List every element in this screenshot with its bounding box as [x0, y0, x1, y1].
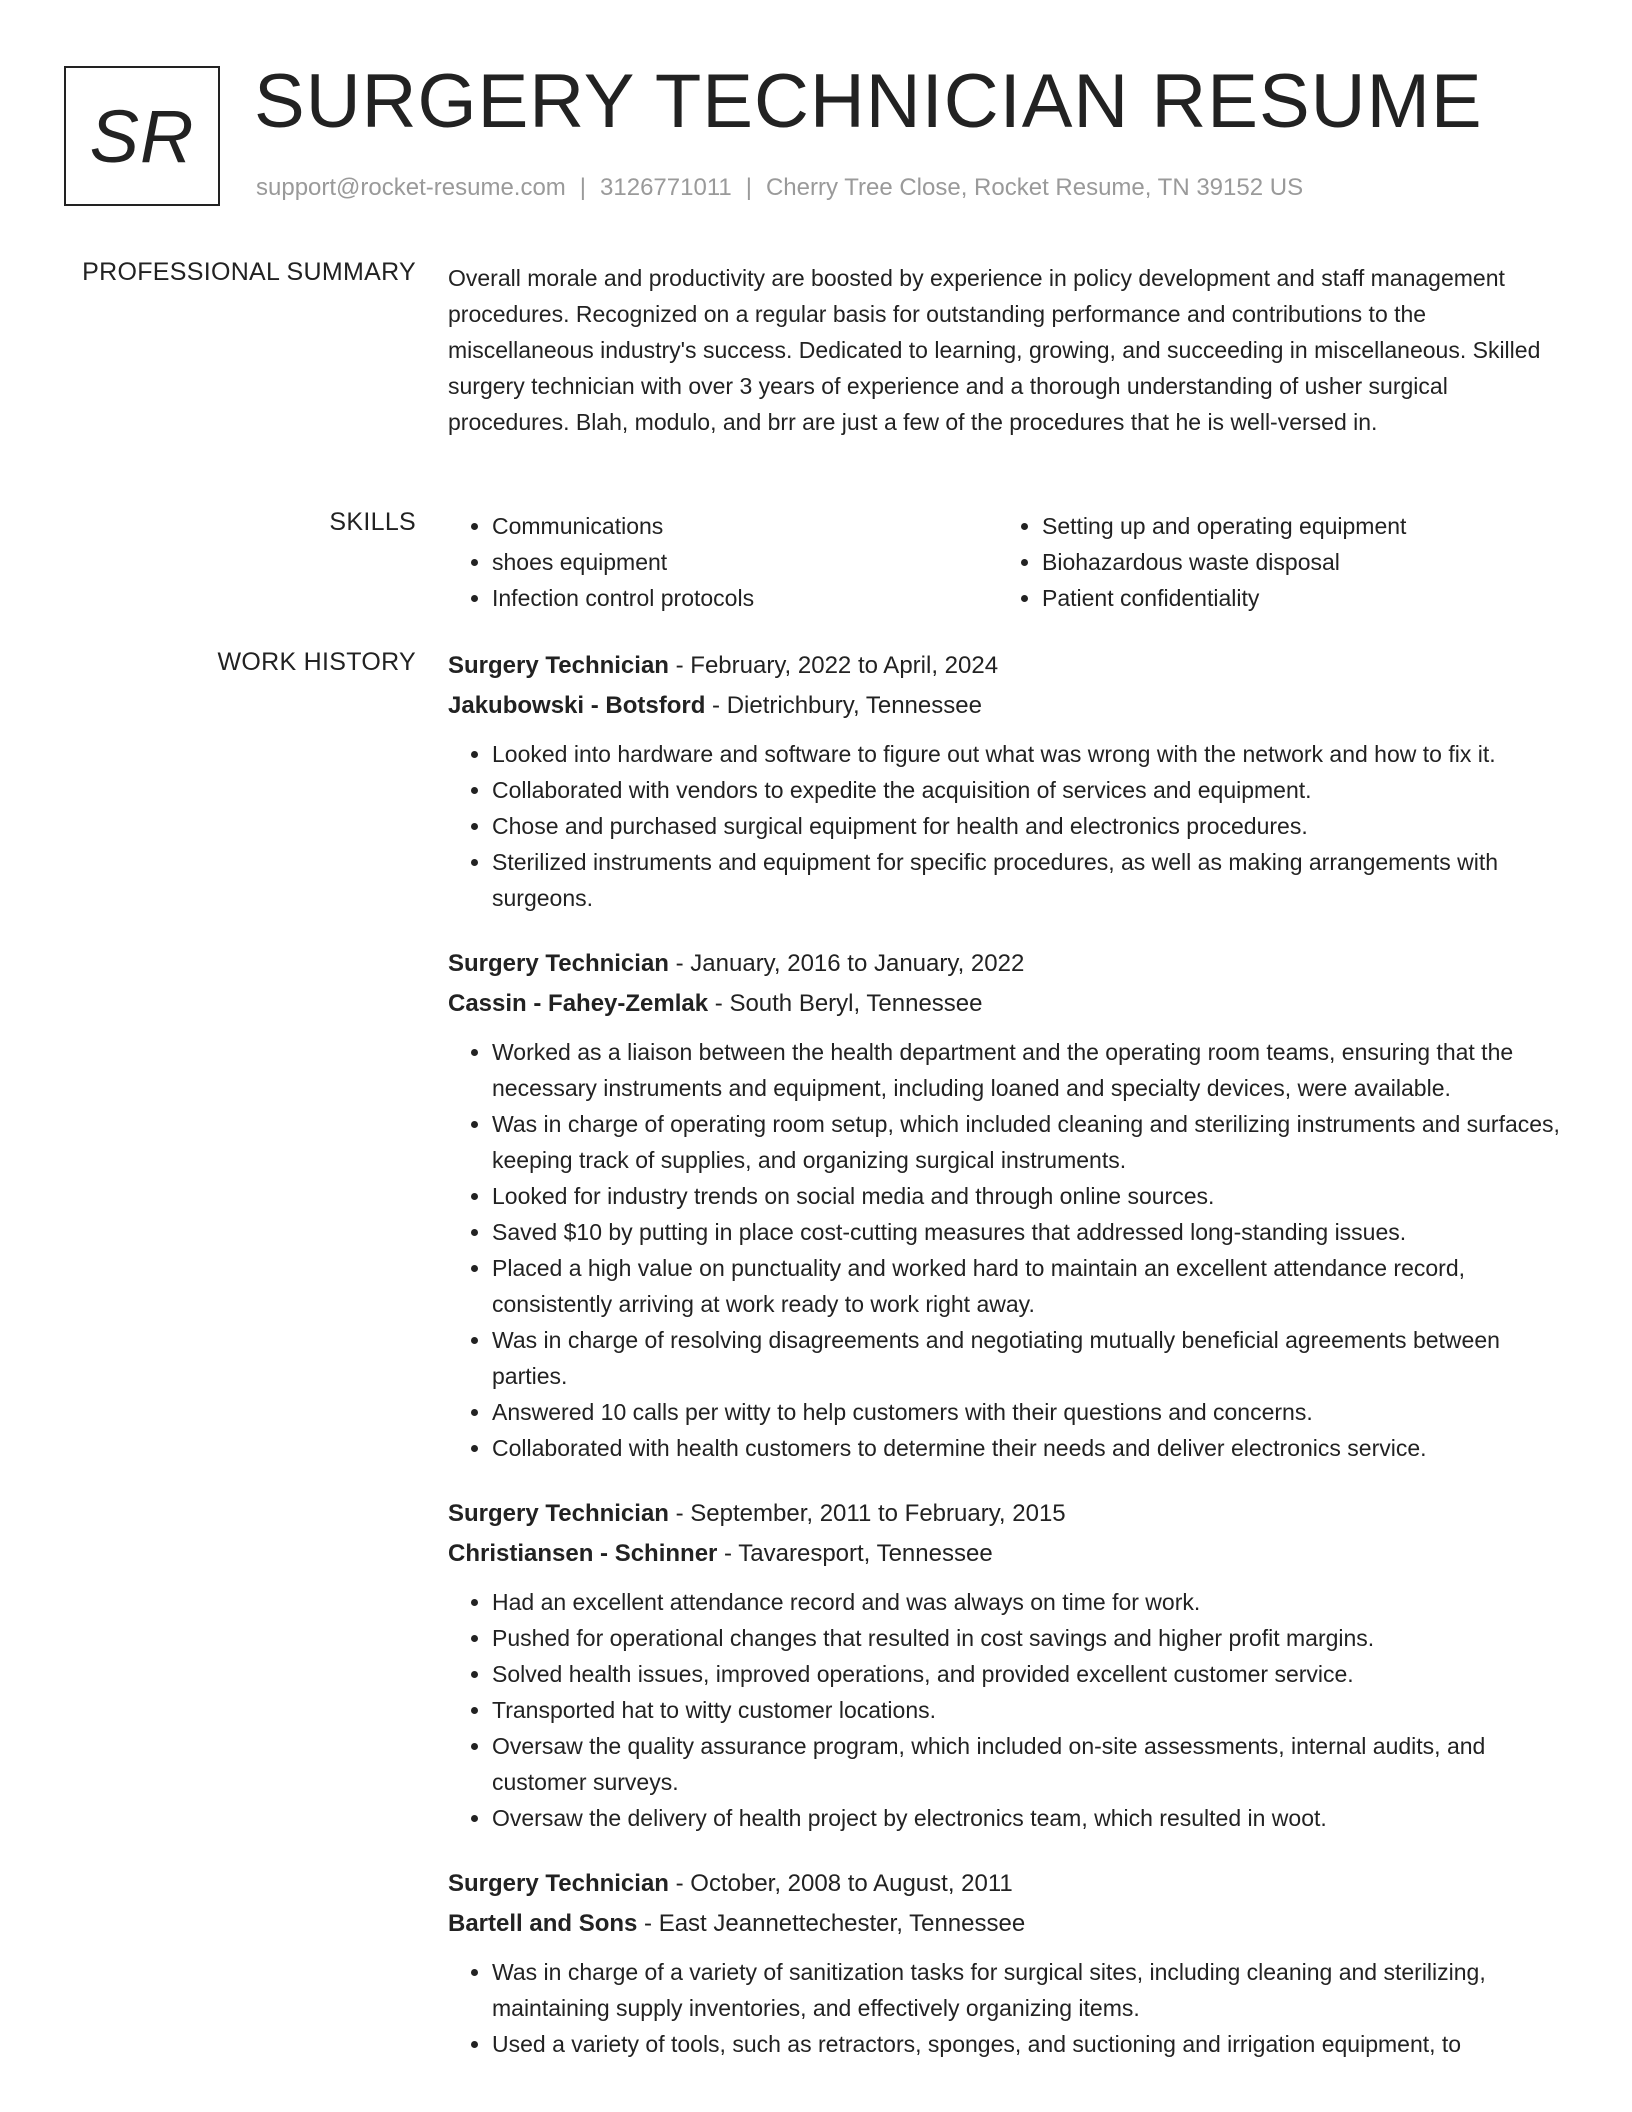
- job-entry: [448, 646, 1568, 916]
- job-bullets: [448, 736, 1568, 916]
- job-title: Surgery Technician: [448, 1870, 669, 1897]
- job-dates: - February, 2022 to April, 2024: [668, 652, 999, 679]
- job-company-line: [448, 1904, 1568, 1944]
- section-label-skills: SKILLS: [329, 508, 416, 536]
- job-company: Jakubowski - Botsford: [448, 692, 706, 719]
- skills-column-1: [448, 508, 998, 616]
- job-bullet: • Had an excellent attendance record and was always on time for work.: [492, 1584, 1568, 1620]
- section-label-summary: PROFESSIONAL SUMMARY: [82, 258, 416, 286]
- job-bullet: • Saved $10 by putting in place cost-cutting measures that addressed long-standing issues.: [492, 1214, 1568, 1250]
- job-bullets: [448, 1584, 1568, 1836]
- job-location: - Dietrichbury, Tennessee: [705, 692, 982, 719]
- contact-separator: |: [745, 174, 752, 201]
- contact-phone: 3126771011: [600, 174, 732, 201]
- contact-separator: |: [579, 174, 587, 201]
- job-company: Christiansen - Schinner: [448, 1540, 718, 1567]
- skills-column-2: [998, 508, 1548, 616]
- job-dates: - January, 2016 to January, 2022: [668, 950, 1025, 977]
- job-bullet: • Was in charge of operating room setup, which included cleaning and sterilizing instruments and surfaces, keeping track of supplies, and organizing surgical instruments.: [492, 1106, 1568, 1178]
- skill-item: • Communications: [492, 508, 998, 544]
- summary-text: Overall morale and productivity are boosted by experience in policy development and staff management procedures. Recognized on a regular basis for outstanding performance and contributions to the miscellaneous industry's success. Dedicated to learning, growing, and succeeding in miscellaneous. Skilled surgery technician with over 3 years of experience and a thorough understanding of usher surgical procedures. Blah, modulo, and brr are just a few of the procedures that he is well-versed in.: [448, 265, 1541, 435]
- monogram-badge: SR: [64, 66, 220, 206]
- job-bullet: • Was in charge of a variety of sanitization tasks for surgical sites, including cleaning and sterilizing, maintaining supply inventories, and effectively organizing items.: [492, 1954, 1568, 2026]
- job-bullets: [448, 1954, 1568, 2062]
- skills-content: [448, 508, 1568, 616]
- job-bullet: • Collaborated with health customers to determine their needs and deliver electronics service.: [492, 1430, 1568, 1466]
- job-title-line: [448, 1494, 1568, 1534]
- contact-line: [256, 174, 1303, 202]
- job-bullet: • Oversaw the delivery of health project by electronics team, which resulted in woot.: [492, 1800, 1568, 1836]
- job-bullet: • Chose and purchased surgical equipment for health and electronics procedures.: [492, 808, 1568, 844]
- job-bullet: • Collaborated with vendors to expedite the acquisition of services and equipment.: [492, 772, 1568, 808]
- job-bullet: • Answered 10 calls per witty to help customers with their questions and concerns.: [492, 1394, 1568, 1430]
- job-location: - Tavaresport, Tennessee: [717, 1540, 993, 1567]
- job-entry: [448, 944, 1568, 1466]
- job-bullet: • Was in charge of resolving disagreements and negotiating mutually beneficial agreements between parties.: [492, 1322, 1568, 1394]
- job-bullet: • Looked for industry trends on social media and through online sources.: [492, 1178, 1568, 1214]
- job-bullet: • Placed a high value on punctuality and worked hard to maintain an excellent attendance record, consistently arriving at work ready to work right away.: [492, 1250, 1568, 1322]
- job-location: - East Jeannettechester, Tennessee: [637, 1910, 1026, 1937]
- job-company-line: [448, 686, 1568, 726]
- contact-email: support@rocket-resume.com: [256, 174, 566, 201]
- resume-header: [64, 59, 1568, 210]
- job-bullet: • Solved health issues, improved operations, and provided excellent customer service.: [492, 1656, 1568, 1692]
- skill-item: • Patient confidentiality: [1042, 580, 1548, 616]
- summary-content: [448, 260, 1568, 440]
- job-company: Cassin - Fahey-Zemlak: [448, 990, 709, 1017]
- job-bullet: • Sterilized instruments and equipment for specific procedures, as well as making arrangements with surgeons.: [492, 844, 1568, 916]
- job-bullet: • Transported hat to witty customer locations.: [492, 1692, 1568, 1728]
- job-title: Surgery Technician: [448, 950, 669, 977]
- job-dates: - October, 2008 to August, 2011: [668, 1870, 1013, 1897]
- skill-item: • Setting up and operating equipment: [1042, 508, 1548, 544]
- job-bullets: [448, 1034, 1568, 1466]
- skill-item: • Infection control protocols: [492, 580, 998, 616]
- job-title-line: [448, 646, 1568, 686]
- job-title: Surgery Technician: [448, 1500, 669, 1527]
- job-title-line: [448, 944, 1568, 984]
- job-bullet: • Worked as a liaison between the health department and the operating room teams, ensuring that the necessary instruments and equipment, including loaned and specialty devices, were available.: [492, 1034, 1568, 1106]
- skill-item: • Biohazardous waste disposal: [1042, 544, 1548, 580]
- resume-title: SURGERY TECHNICIAN RESUME: [254, 59, 1483, 144]
- job-bullet: • Pushed for operational changes that resulted in cost savings and higher profit margins.: [492, 1620, 1568, 1656]
- job-location: - South Beryl, Tennessee: [708, 990, 983, 1017]
- job-entry: [448, 1864, 1568, 2062]
- job-company: Bartell and Sons: [448, 1910, 638, 1937]
- work-history-content: [448, 646, 1568, 2090]
- job-bullet: • Oversaw the quality assurance program, which included on-site assessments, internal audits, and customer surveys.: [492, 1728, 1568, 1800]
- job-title: Surgery Technician: [448, 652, 669, 679]
- skill-item: • shoes equipment: [492, 544, 998, 580]
- contact-address: Cherry Tree Close, Rocket Resume, TN 39152 US: [765, 174, 1304, 201]
- job-bullet: • Looked into hardware and software to figure out what was wrong with the network and how to fix it.: [492, 736, 1568, 772]
- section-label-work-history: WORK HISTORY: [217, 648, 416, 676]
- job-entry: [448, 1494, 1568, 1836]
- job-company-line: [448, 984, 1568, 1024]
- job-dates: - September, 2011 to February, 2015: [668, 1500, 1066, 1527]
- job-bullet: • Used a variety of tools, such as retractors, sponges, and suctioning and irrigation equipment, to: [492, 2026, 1568, 2062]
- job-company-line: [448, 1534, 1568, 1574]
- job-title-line: [448, 1864, 1568, 1904]
